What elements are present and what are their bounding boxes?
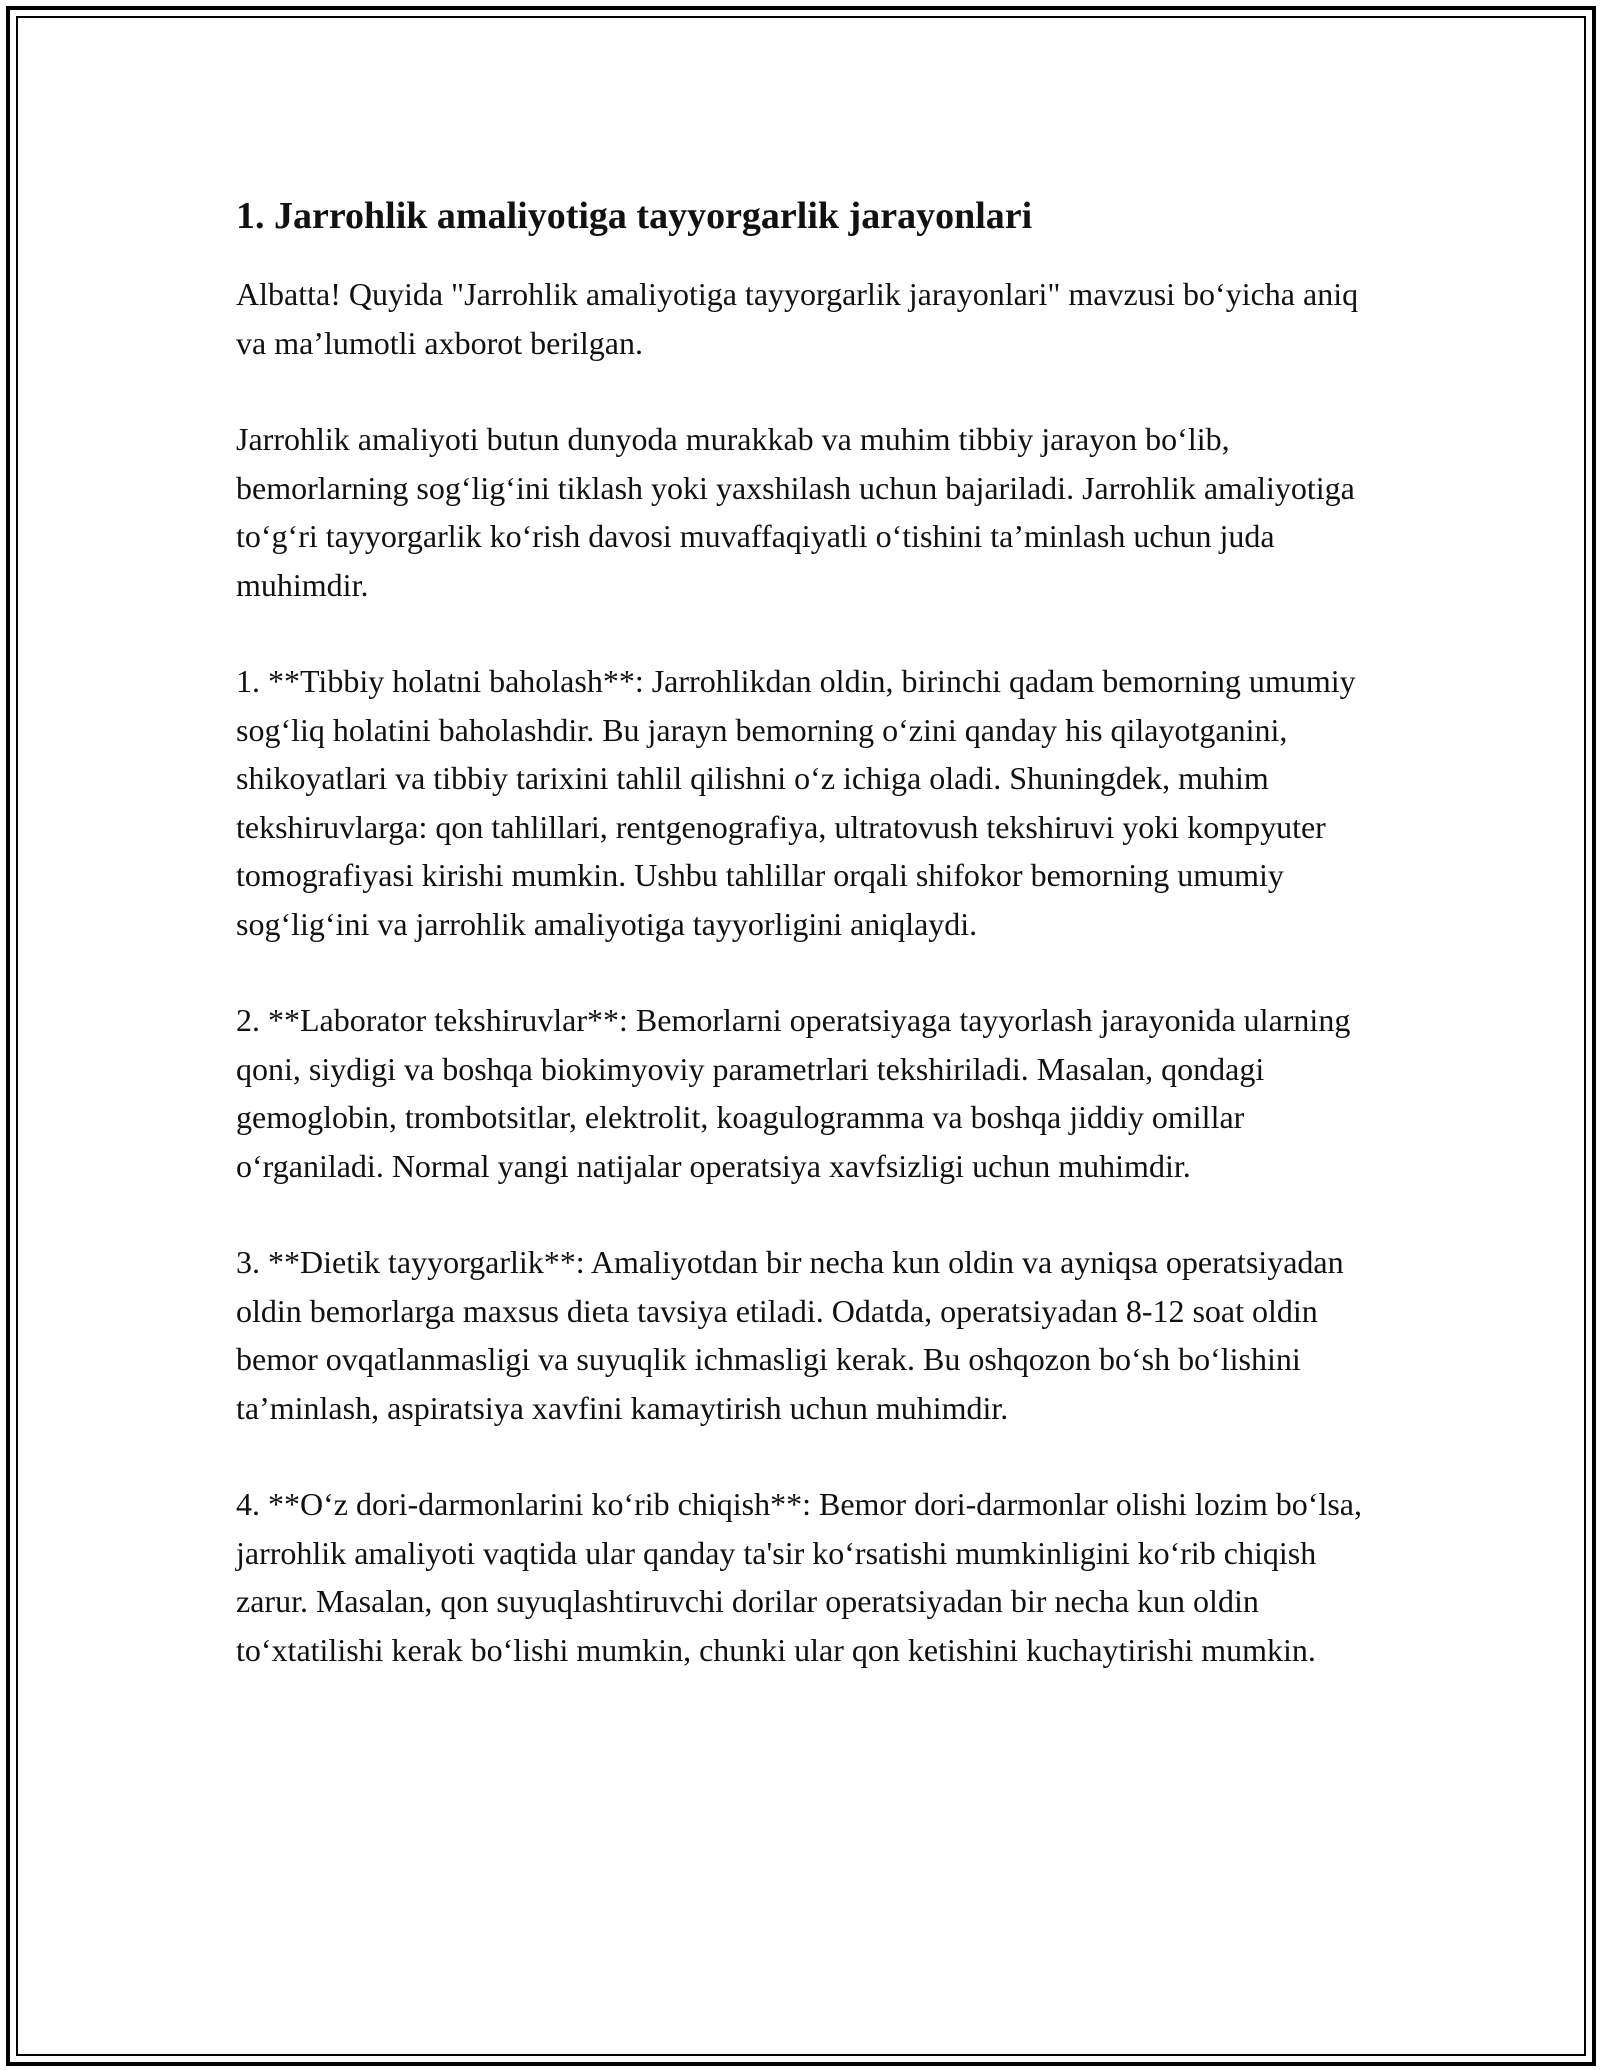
paragraph-diet-prep: 3. **Dietik tayyorgarlik**: Amaliyotdan bir necha kun oldin va ayniqsa operatsiyadan oldin bemorlarga maxsus dieta tavsiya etiladi. Odatda, operatsiyadan 8-12 soat oldin bemor ovqatlanmasligi va suyuqlik ichmasligi kerak. Bu oshqozon bo‘sh bo‘lishini ta’minlash, aspiratsiya xavfini kamaytirish uchun muhimdir. <box>236 1244 1344 1426</box>
paragraph-intro: Albatta! Quyida "Jarrohlik amaliyotiga tayyorgarlik jarayonlari" mavzusi bo‘yicha aniq va ma’lumotli axborot berilgan. <box>236 276 1359 361</box>
paragraph-medication-review: 4. **O‘z dori-darmonlarini ko‘rib chiqish**: Bemor dori-darmonlar olishi lozim bo‘lsa, jarrohlik amaliyoti vaqtida ular qanday ta'sir ko‘rsatishi mumkinligini ko‘rib chiqish zarur. Masalan, qon suyuqlashtiruvchi dorilar operatsiyadan bir necha kun oldin to‘xtatilishi kerak bo‘lishi mumkin, chunki ular qon ketishini kuchaytirishi mumkin. <box>236 1486 1362 1668</box>
paragraph-lab-tests: 2. **Laborator tekshiruvlar**: Bemorlarni operatsiyaga tayyorlash jarayonida ularning qoni, siydigi va boshqa biokimyoviy parametrlari tekshiriladi. Masalan, qondagi gemoglobin, trombotsitlar, elektrolit, koagulogramma va boshqa jiddiy omillar o‘rganiladi. Normal yangi natijalar operatsiya xavfsizligi uchun muhimdir. <box>236 1002 1351 1184</box>
document-title: 1. Jarrohlik amaliyotiga tayyorgarlik jarayonlari <box>236 195 1033 237</box>
document-body <box>236 190 1376 1722</box>
paragraph-overview: Jarrohlik amaliyoti butun dunyoda murakkab va muhim tibbiy jarayon bo‘lib, bemorlarning sog‘lig‘ini tiklash yoki yaxshilash uchun bajariladi. Jarrohlik amaliyotiga to‘g‘ri tayyorgarlik ko‘rish davosi muvaffaqiyatli o‘tishini ta’minlash uchun juda muhimdir. <box>236 421 1355 603</box>
paragraph-medical-assessment: 1. **Tibbiy holatni baholash**: Jarrohlikdan oldin, birinchi qadam bemorning umumiy sog‘liq holatini baholashdir. Bu jarayn bemorning o‘zini qanday his qilayotganini, shikoyatlari va tibbiy tarixini tahlil qilishni o‘z ichiga oladi. Shuningdek, muhim tekshiruvlarga: qon tahlillari, rentgenografiya, ultratovush tekshiruvi yoki kompyuter tomografiyasi kirishi mumkin. Ushbu tahlillar orqali shifokor bemorning umumiy sog‘lig‘ini va jarrohlik amaliyotiga tayyorligini aniqlaydi. <box>236 663 1356 942</box>
